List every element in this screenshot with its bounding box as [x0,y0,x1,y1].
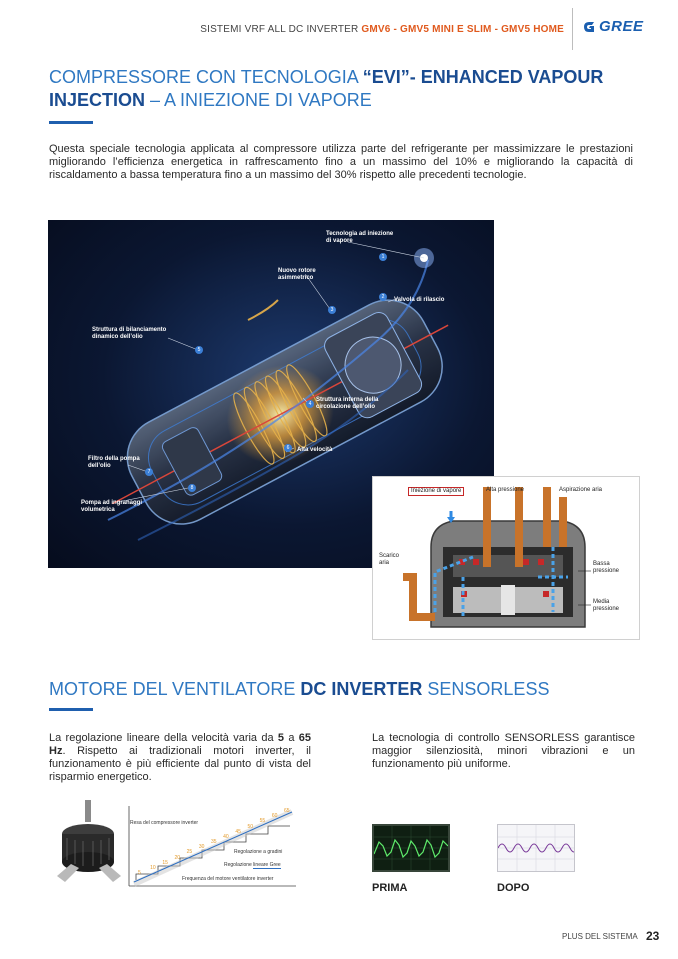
graph-tick-label: 25 [186,849,193,856]
section1-title-part3: – A INIEZIONE DI VAPORE [145,90,372,110]
gree-logo-icon [582,20,596,34]
label-oil-balance: Struttura di bilanciamento dinamico dell’olio [92,327,167,340]
graph-tick-label: 35 [211,839,217,845]
label-oil-circulation: Struttura interna della circolazione dell’olio [316,397,379,410]
marker-5: 5 [195,346,203,354]
section2-left-body [49,732,311,784]
section1-title [49,66,649,112]
graph-linear-label-a: Regolazione [224,862,254,868]
graph-tick-label: 5 [138,870,141,876]
label-low-pressure: Bassa pressione [593,561,620,574]
label-after: DOPO [497,882,530,894]
section2-title-part1: MOTORE DEL VENTILATORE [49,679,301,699]
graph-steps-label: Regolazione a gradini [234,849,283,855]
graph-tick-label: 50 [247,823,254,830]
graph-linear-label-b: lineare Gree [253,862,281,868]
marker-3: 3 [328,306,336,314]
footer-section-label: PLUS DEL SISTEMA [562,932,638,941]
graph-tick-label: 40 [223,833,229,840]
section1-body: Questa speciale tecnologia applicata al compressore utilizza parte del refrigerante per massimizzare le prestazioni migliorando l’efficienza energetica in raffrescamento fino a un massimo del 10% e migliorando la capacità di riscaldamento a bassa temperatura fino a un massimo del 30% rispetto alle precedenti tecnologie. [49,143,633,181]
left-text-e: . Rispetto ai tradizionali motori inverter, il funzionamento è più efficiente dal punto di vista del risparmio energetico. [49,745,311,783]
marker-2: 2 [379,293,387,301]
graph-linear-label [224,862,281,868]
graph-tick-label: 65 [284,808,290,814]
fan-motor-image [55,798,123,886]
label-air-discharge: Scarico aria [379,553,400,566]
page-number: 23 [646,929,660,943]
graph-bottom-label: Frequenza del motore ventilatore inverter [182,876,274,882]
section1-accent-bar [49,121,93,124]
header-divider [572,8,573,50]
header-models: GMV6 - GMV5 MINI E SLIM - GMV5 HOME [361,24,564,35]
section1-title-part2: “EVI”- ENHANCED VAPOUR INJECTION [49,67,604,110]
label-medium-pressure: Media pressione [593,599,620,612]
header-prefix: SISTEMI VRF ALL DC INVERTER [200,24,359,35]
scope-after-image [497,824,575,872]
left-text-a: La regolazione lineare della velocità varia da [49,732,278,744]
label-high-pressure: Alta pressione [486,487,525,493]
left-text-d: 65 Hz [49,732,311,757]
label-high-speed: Alta velocità [297,447,333,453]
graph-tick-label: 15 [162,859,168,866]
label-air-suction: Aspirazione aria [559,487,603,493]
graph-top-label: Resa del compressore inverter [130,820,199,826]
section1-title-part1: COMPRESSORE CON TECNOLOGIA [49,67,363,87]
compressor-cutaway [372,476,640,640]
section2-title-part2: DC INVERTER [300,679,423,699]
section2-title-part3: SENSORLESS [422,679,550,699]
label-release-valve: Valvola di rilascio [394,297,445,303]
regulation-graph [124,804,298,890]
scope-before-wave [374,826,448,870]
scope-after-wave [498,825,574,871]
graph-tick-label: 60 [271,813,278,820]
label-before: PRIMA [372,882,408,894]
graph-tick-label: 30 [198,844,205,851]
marker-4: 4 [306,400,314,408]
left-text-b: 5 [277,732,285,744]
gree-logo-text: GREE [599,18,644,35]
label-oil-filter: Filtro della pompa dell’olio [88,456,140,469]
label-asymmetric-rotor: Nuovo rotore asimmetrico [278,268,316,281]
marker-8: 8 [188,484,196,492]
graph-tick-label: 45 [235,828,241,835]
graph-tick-label: 10 [150,864,156,871]
label-gear-pump: Pompa ad ingranaggi volumetrica [81,500,143,513]
section2-right-body: La tecnologia di controllo SENSORLESS garantisce maggior silenziosità, minori vibrazioni e un funzionamento più uniforme. [372,732,635,770]
graph-tick-label: 55 [259,818,266,825]
marker-7: 7 [145,468,153,476]
left-text-c: a [284,732,299,744]
label-vapour-injection-cutaway: Iniezione di vapore [408,487,464,496]
gree-logo [582,18,644,35]
marker-1: 1 [379,253,387,261]
header-title [200,24,564,35]
section2-title [49,678,549,700]
section2-accent-bar [49,708,93,711]
marker-6: 6 [284,444,292,452]
scope-before-image [372,824,450,872]
graph-tick-label: 20 [174,854,181,861]
cutaway-drawing [373,477,640,640]
label-vapour-injection: Tecnologia ad iniezione di vapore [326,231,394,244]
